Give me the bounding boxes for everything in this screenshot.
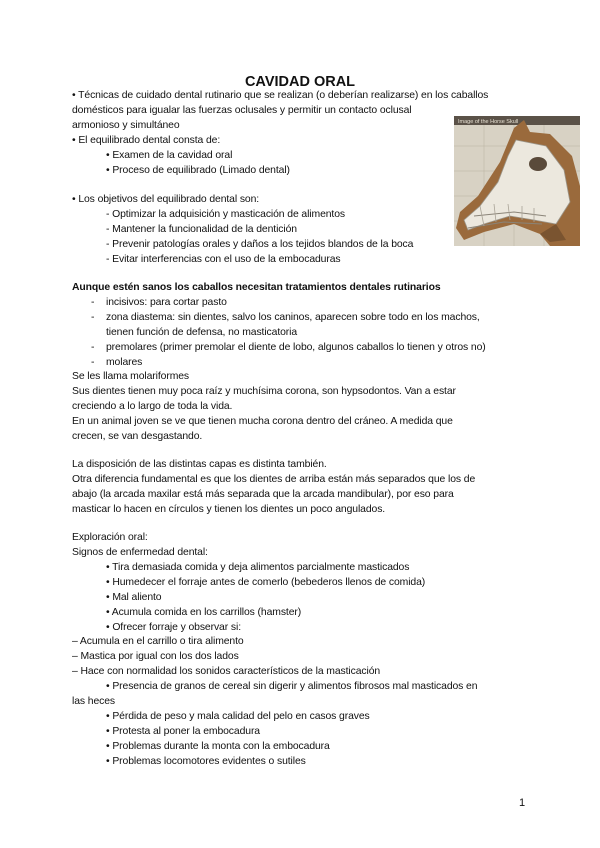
- exploracion-heading: Exploración oral:: [72, 532, 148, 543]
- list-dash: -: [91, 312, 95, 323]
- tooth-type-item: tienen función de defensa, no masticatoria: [106, 327, 298, 338]
- body-line: crecen, se van desgastando.: [72, 431, 203, 442]
- signos-item: • Presencia de granos de cereal sin digerir y alimentos fibrosos mal masticados en: [106, 681, 478, 692]
- signos-item: • Acumula comida en los carrillos (hamster): [106, 607, 302, 618]
- objetivos-item: - Optimizar la adquisición y masticación de alimentos: [106, 209, 345, 220]
- objetivos-item: - Evitar interferencias con el uso de la embocaduras: [106, 254, 341, 265]
- observation-item: – Acumula en el carrillo o tira alimento: [72, 636, 244, 647]
- objetivos-item: - Prevenir patologías orales y daños a los tejidos blandos de la boca: [106, 239, 414, 250]
- body-line: masticar lo hacen en círculos y tienen los dientes un poco angulados.: [72, 504, 386, 515]
- tooth-type-item: premolares (primer premolar el diente de lobo, algunos caballos lo tienen y otros no): [106, 342, 486, 353]
- page-title: CAVIDAD ORAL: [244, 74, 356, 90]
- signos-item: • Ofrecer forraje y observar si:: [106, 622, 241, 633]
- body-line: abajo (la arcada maxilar está más separada que la arcada mandibular), por eso para: [72, 489, 454, 500]
- equilibrado-heading: • El equilibrado dental consta de:: [72, 135, 221, 146]
- body-line: creciendo a lo largo de toda la vida.: [72, 401, 233, 412]
- observation-item: – Mastica por igual con los dos lados: [72, 651, 239, 662]
- list-dash: -: [91, 357, 95, 368]
- equilibrado-item: • Examen de la cavidad oral: [106, 150, 233, 161]
- figure-caption: Image of the Horse Skull: [458, 119, 519, 125]
- body-line: En un animal joven se ve que tienen mucha corona dentro del cráneo. A medida que: [72, 416, 453, 427]
- body-line: La disposición de las distintas capas es distinta también.: [72, 459, 327, 470]
- signos-item: • Tira demasiada comida y deja alimentos parcialmente masticados: [106, 562, 410, 573]
- body-line: Se les llama molariformes: [72, 371, 190, 382]
- signos-item: • Problemas locomotores evidentes o sutiles: [106, 756, 306, 767]
- signos-item: • Humedecer el forraje antes de comerlo (bebederos llenos de comida): [106, 577, 426, 588]
- body-line: Otra diferencia fundamental es que los dientes de arriba están más separados que los de: [72, 474, 476, 485]
- signos-item: • Mal aliento: [106, 592, 162, 603]
- objetivos-heading: • Los objetivos del equilibrado dental son:: [72, 194, 260, 205]
- intro-line: • Técnicas de cuidado dental rutinario que se realizan (o deberían realizarse) en los caballos: [72, 90, 489, 101]
- signos-heading: Signos de enfermedad dental:: [72, 547, 208, 558]
- page-number: 1: [519, 797, 526, 809]
- signos-item: • Protesta al poner la embocadura: [106, 726, 260, 737]
- horse-skull-figure: [454, 116, 580, 246]
- tooth-type-item: molares: [106, 357, 143, 368]
- tooth-type-item: incisivos: para cortar pasto: [106, 297, 227, 308]
- list-dash: -: [91, 342, 95, 353]
- observation-item: – Hace con normalidad los sonidos característicos de la masticación: [72, 666, 381, 677]
- section-heading: Aunque estén sanos los caballos necesitan tratamientos dentales rutinarios: [72, 282, 441, 293]
- list-dash: -: [91, 297, 95, 308]
- objetivos-item: - Mantener la funcionalidad de la dentición: [106, 224, 297, 235]
- horse-skull-illustration: [454, 116, 580, 246]
- equilibrado-item: • Proceso de equilibrado (Limado dental): [106, 165, 290, 176]
- intro-line: armonioso y simultáneo: [72, 120, 180, 131]
- body-line: Sus dientes tienen muy poca raíz y muchísima corona, son hypsodontos. Van a estar: [72, 386, 456, 397]
- signos-item: • Pérdida de peso y mala calidad del pelo en casos graves: [106, 711, 370, 722]
- signos-item-continued: las heces: [72, 696, 115, 707]
- intro-line: domésticos para igualar las fuerzas oclusales y permitir un contacto oclusal: [72, 105, 412, 116]
- tooth-type-item: zona diastema: sin dientes, salvo los caninos, aparecen sobre todo en los machos,: [106, 312, 480, 323]
- signos-item: • Problemas durante la monta con la embocadura: [106, 741, 330, 752]
